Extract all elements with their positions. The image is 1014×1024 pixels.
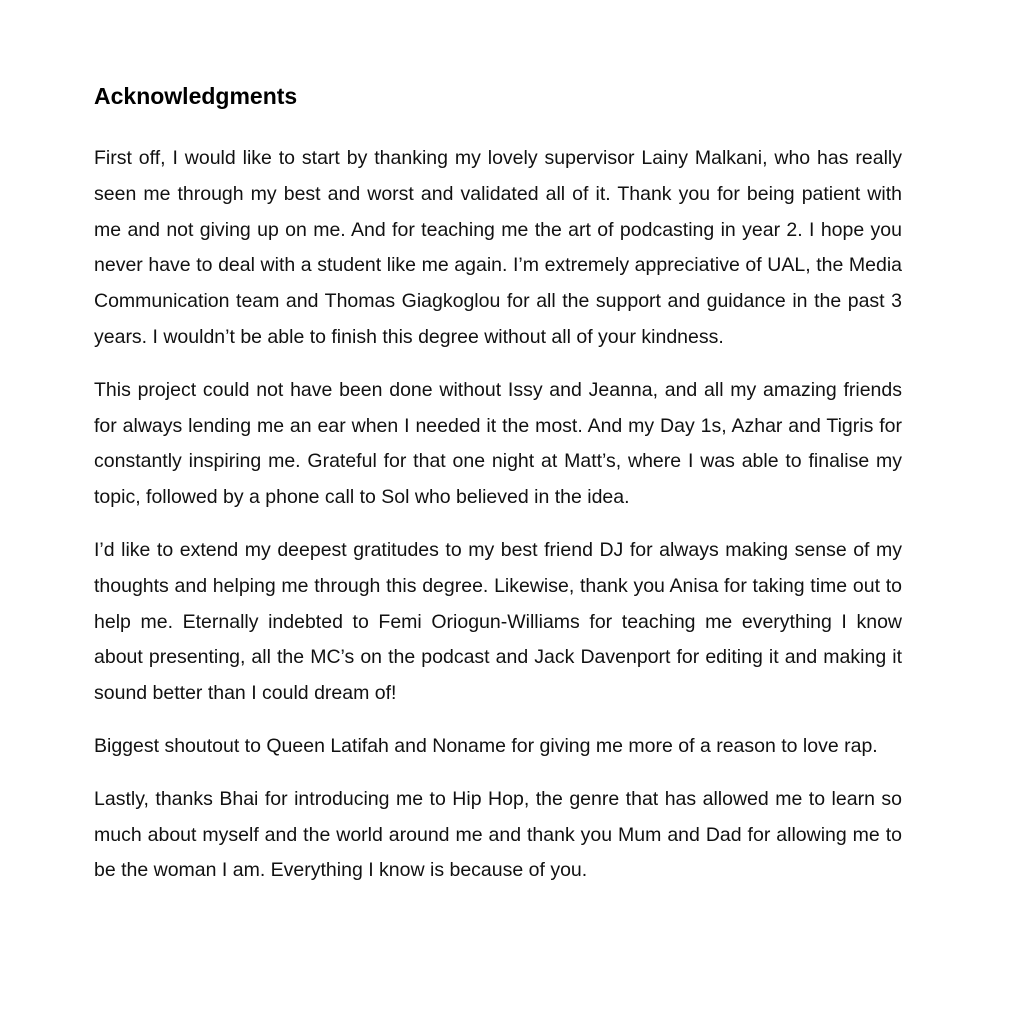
- page-title: Acknowledgments: [94, 83, 298, 109]
- paragraph-friends-thanks: This project could not have been done without Issy and Jeanna, and all my amazing friends for always lending me an ear when I needed it the most. And my Day 1s, Azhar and Tigris for constantly inspiring me. Grateful for that one night at Matt’s, where I was able to finalise my topic, followed by a phone call to Sol who believed in the idea.: [94, 378, 902, 509]
- paragraph-supervisor-thanks: First off, I would like to start by thanking my lovely supervisor Lainy Malkani, who has really seen me through my best and worst and validated all of it. Thank you for being patient with me and not giving up on me. And for teaching me the art of podcasting in year 2. I hope you never have to deal with a student like me again. I’m extremely appreciative of UAL, the Media Communication team and Thomas Giagkoglou for all the support and guidance in the past 3 years. I wouldn’t be able to finish this degree without all of your kindness.: [94, 147, 902, 348]
- document-body: [94, 80, 902, 906]
- paragraph-gratitude-dj: I’d like to extend my deepest gratitudes to my best friend DJ for always making sense of my thoughts and helping me through this degree. Likewise, thank you Anisa for taking time out to help me. Eternally indebted to Femi Oriogun-Williams for teaching me everything I know about presenting, all the MC’s on the podcast and Jack Davenport for editing it and making it sound better than I could dream of!: [94, 538, 902, 705]
- paragraph-shoutout: Biggest shoutout to Queen Latifah and Noname for giving me more of a reason to love rap.: [94, 734, 878, 757]
- paragraph-family-thanks: Lastly, thanks Bhai for introducing me to Hip Hop, the genre that has allowed me to learn so much about myself and the world around me and thank you Mum and Dad for allowing me to be the woman I am. Everything I know is because of you.: [94, 787, 902, 882]
